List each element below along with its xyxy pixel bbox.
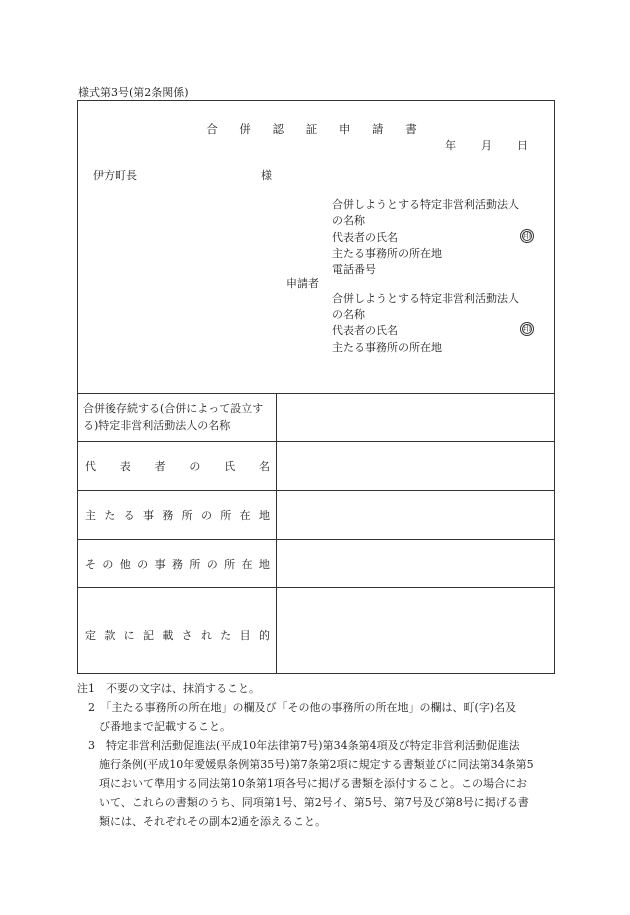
label-char: 載 (162, 629, 174, 642)
label-char: 地 (258, 509, 270, 522)
form-title: 合 併 認 証 申 請 書 (206, 122, 426, 136)
seal-char: 印 (523, 324, 531, 333)
note-line: 注1 不要の文字は、抹消すること。 (77, 682, 260, 695)
applicant-label: 申請者 (286, 277, 319, 290)
label-char: れ (200, 629, 212, 642)
label-char: そ (85, 558, 96, 571)
label-char: 務 (162, 509, 174, 522)
label-char: た (220, 629, 232, 642)
label-char: る (123, 509, 135, 522)
note-line: 施行条例(平成10年愛媛県条例第35号)第7条第2項に規定する書類並びに同法第34条第5 (77, 758, 534, 771)
table-divider (78, 441, 554, 442)
label-char: 的 (258, 629, 270, 642)
table-divider (78, 490, 554, 491)
note-line: いて、これらの書類のうち、同項第1号、第2号イ、第5号、第7号及び第8号に掲げる書 (77, 796, 529, 809)
label-char: に (123, 629, 135, 642)
form-number-label: 様式第3号(第2条関係) (78, 86, 189, 99)
applicant-1-corp-label: 合併しようとする特定非営利活動法人 (332, 198, 519, 211)
label-char: 表 (119, 460, 131, 473)
label-char: の (137, 558, 149, 571)
table-divider (78, 587, 554, 588)
application-form (77, 100, 555, 674)
note-line: 3 特定非営利活動促進法(平成10年法律第7号)第34条第4項及び特定非営利活動促進法 (77, 739, 520, 752)
row-label-representative (78, 458, 276, 474)
applicant-2-office-label: 主たる事務所の所在地 (332, 341, 442, 354)
note-line: 項において準用する同法第10条第1項各号に掲げる書類を添付すること。この場合にお (77, 777, 527, 790)
applicant-2-representative-label: 代表者の氏名 (332, 324, 398, 337)
label-char: の (206, 558, 218, 571)
label-char: 定 (85, 629, 96, 642)
row-label-other-office (78, 556, 276, 572)
applicant-2-name-label: の名称 (332, 308, 365, 321)
label-char: さ (181, 629, 193, 642)
label-char: 務 (171, 558, 183, 571)
date-month-label: 月 (481, 139, 492, 152)
label-char: 氏 (224, 460, 236, 473)
seal-mark (520, 229, 534, 243)
applicant-2-corp-label: 合併しようとする特定非営利活動法人 (332, 292, 519, 305)
label-char: 代 (85, 460, 96, 473)
label-char: 所 (220, 509, 232, 522)
label-char: の (200, 509, 212, 522)
table-divider (78, 539, 554, 540)
label-char: 所 (189, 558, 201, 571)
note-line: 2 「主たる事務所の所在地」の欄及び「その他の事務所の所在地」の欄は、町(字)名及 (77, 701, 517, 714)
addressee: 伊方町長 (93, 169, 137, 182)
applicant-1-name-label: の名称 (332, 214, 365, 227)
note-line: 類には、それぞれその副本2通を添えること。 (77, 815, 326, 828)
label-char: 記 (142, 629, 154, 642)
label-char: 在 (239, 509, 251, 522)
label-char: 他 (119, 558, 131, 571)
seal-mark (520, 322, 534, 336)
label-char: 事 (154, 558, 166, 571)
table-column-divider (276, 393, 277, 673)
label-char: 所 (224, 558, 236, 571)
applicant-1-phone-label: 電話番号 (332, 263, 376, 276)
label-char: 地 (258, 558, 270, 571)
label-char: の (189, 460, 201, 473)
honorific: 様 (261, 169, 272, 182)
label-char: 者 (154, 460, 166, 473)
label-char: の (102, 558, 114, 571)
date-day-label: 日 (517, 139, 528, 152)
date-year-label: 年 (445, 139, 456, 152)
label-char: 目 (239, 629, 251, 642)
row-label-merged-corp-name: 合併後存続する(合併によって設立する)特定非営利活動法人の名称 (83, 402, 264, 432)
label-char: 事 (142, 509, 154, 522)
label-char: 在 (241, 558, 253, 571)
applicant-1-office-label: 主たる事務所の所在地 (332, 247, 442, 260)
seal-char: 印 (523, 231, 531, 240)
label-char: 名 (258, 460, 270, 473)
label-char: 款 (104, 629, 116, 642)
applicant-1-representative-label: 代表者の氏名 (332, 231, 398, 244)
label-char: た (104, 509, 116, 522)
note-line: び番地まで記載すること。 (77, 720, 231, 733)
row-label-articles-purpose (78, 627, 276, 643)
label-char: 所 (181, 509, 193, 522)
row-label-main-office (78, 507, 276, 523)
label-char: 主 (85, 509, 96, 522)
table-divider (78, 393, 554, 394)
